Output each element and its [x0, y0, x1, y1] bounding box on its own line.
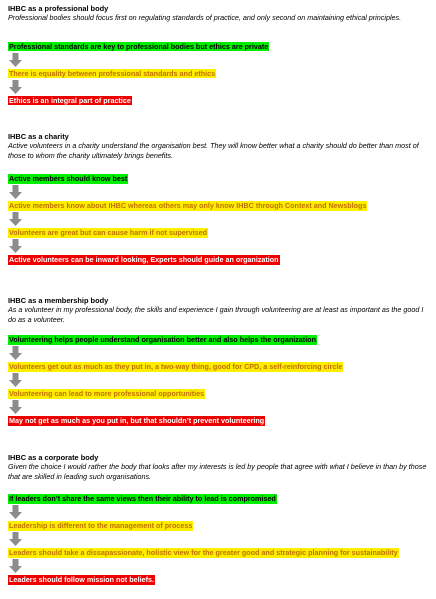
section-description: Professional bodies should focus first on regulating standards of practice, and only second on maintaining ethical principles.: [8, 13, 402, 22]
statement-item: Active members should know best: [9, 174, 128, 184]
statement-item: May not get as much as you put in, but that shouldn’t prevent volunteering: [9, 416, 265, 426]
statement-item: Leaders should take a dissapassionate, holistic view for the greater good and strategic planning for sustainability: [9, 548, 398, 558]
down-arrow-icon: [9, 212, 22, 226]
section-title: IHBC as a charity: [8, 132, 69, 141]
section-charity: [8, 132, 428, 265]
section-description: Active volunteers in a charity understand the organisation best. They will know better what a charity should do better than most of those to whom the charity ultimately brings benefits.: [8, 141, 419, 160]
down-arrow-icon: [9, 373, 22, 387]
down-arrow-icon: [9, 532, 22, 546]
down-arrow-icon: [9, 239, 22, 253]
section-description: Given the choice I would rather the body that looks after my interests is led by people that agree with what I believe in than by those that are skilled in leading such organisations.: [8, 462, 427, 481]
statement-item: Leadership is different to the management of process: [9, 521, 193, 531]
statement-item: Volunteers get out as much as they put in, a two-way thing, good for CPD, a self-reinforcing circle: [9, 362, 343, 372]
down-arrow-icon: [9, 559, 22, 573]
section-membership-body: [8, 296, 428, 426]
down-arrow-icon: [9, 400, 22, 414]
statement-item: There is equality between professional standards and ethics: [9, 68, 216, 78]
section-description: As a volunteer in my professional body, the skills and experience I gain through volunteering are at least as important as the good I do as a volunteer.: [8, 305, 424, 324]
down-arrow-icon: [9, 185, 22, 199]
down-arrow-icon: [9, 505, 22, 519]
statement-item: Volunteering can lead to more professional opportunities: [9, 389, 205, 399]
statement-item: Professional standards are key to professional bodies but ethics are private: [9, 41, 269, 51]
statement-item: Active volunteers can be inward looking, Experts should guide an organization: [9, 255, 279, 265]
down-arrow-icon: [9, 346, 22, 360]
statement-item: Volunteering helps people understand organisation better and also helps the organization: [9, 335, 316, 345]
statement-item: Active members know about IHBC whereas others may only know IHBC through Context and Newsblogs: [9, 201, 367, 211]
section-professional-body: [8, 4, 428, 105]
statement-item: Leaders should follow mission not beliefs.: [9, 575, 154, 585]
down-arrow-icon: [9, 53, 22, 67]
section-corporate-body: [8, 453, 428, 585]
section-title: IHBC as a corporate body: [8, 453, 99, 462]
section-title: IHBC as a professional body: [8, 4, 109, 13]
statement-item: Volunteers are great but can cause harm if not supervised: [9, 228, 207, 238]
statement-item: If leaders don’t share the same views then their ability to lead is compromised: [9, 494, 276, 504]
section-title: IHBC as a membership body: [8, 296, 109, 305]
statement-item: Ethics is an integral part of practice: [9, 95, 131, 105]
down-arrow-icon: [9, 80, 22, 94]
